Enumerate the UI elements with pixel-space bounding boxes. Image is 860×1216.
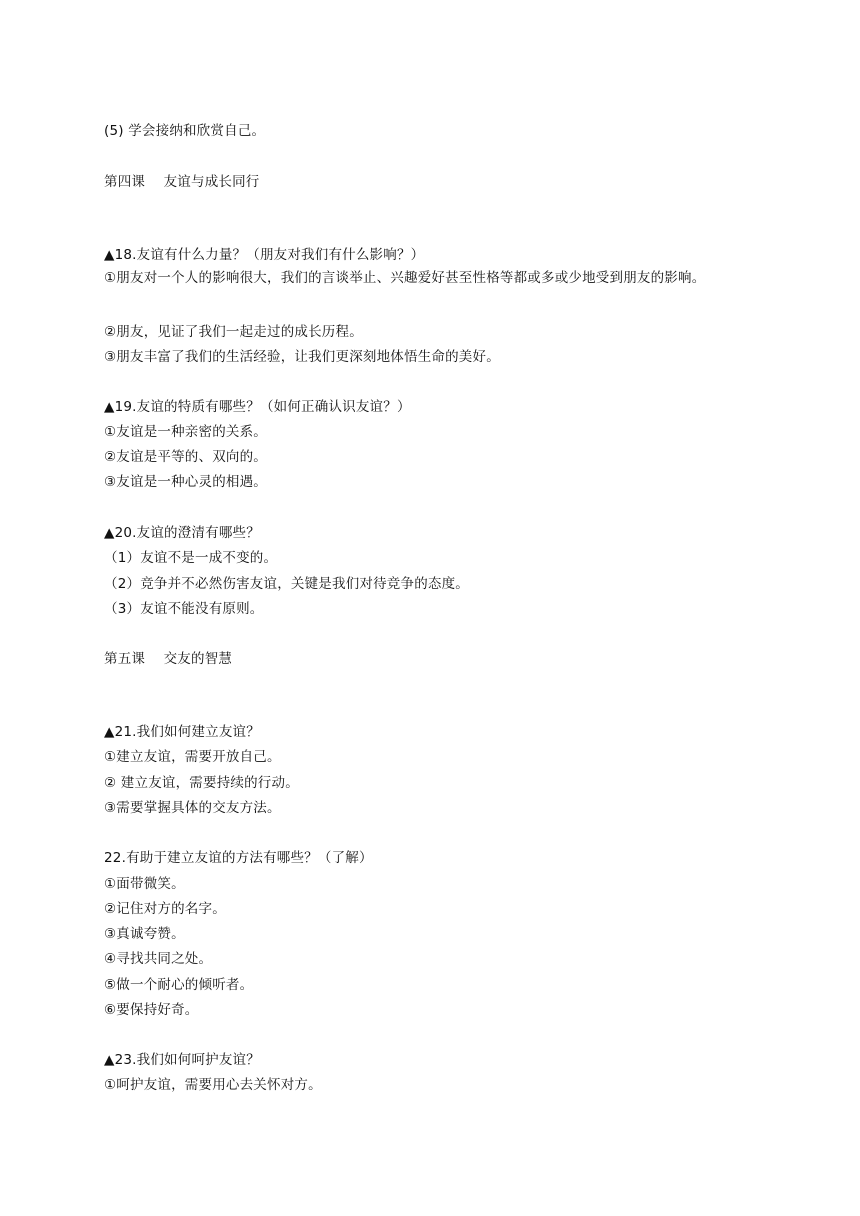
answer-19-1: ①友谊是一种亲密的关系。 xyxy=(104,424,268,440)
answer-19-2: ②友谊是平等的、双向的。 xyxy=(104,449,268,465)
answer-22-4: ④寻找共同之处。 xyxy=(104,951,213,967)
answer-18-3: ③朋友丰富了我们的生活经验，让我们更深刻地体悟生命的美好。 xyxy=(104,349,500,365)
intro-list-item: (5) 学会接纳和欣赏自己。 xyxy=(104,123,266,139)
lesson-5-title: 第五课 交友的智慧 xyxy=(104,651,233,667)
answer-20-1: （1）友谊不是一成不变的。 xyxy=(104,550,278,566)
answer-22-2: ②记住对方的名字。 xyxy=(104,901,226,917)
question-18: ▲18.友谊有什么力量？（朋友对我们有什么影响？） xyxy=(104,247,425,263)
answer-21-1: ①建立友谊，需要开放自己。 xyxy=(104,749,281,765)
question-21: ▲21.我们如何建立友谊？ xyxy=(104,724,260,740)
lesson-4-title: 第四课 友谊与成长同行 xyxy=(104,174,260,190)
question-22: 22.有助于建立友谊的方法有哪些？（了解） xyxy=(104,850,373,866)
answer-20-3: （3）友谊不能没有原则。 xyxy=(104,601,264,617)
answer-18-2: ②朋友，见证了我们一起走过的成长历程。 xyxy=(104,324,363,340)
answer-21-3: ③需要掌握具体的交友方法。 xyxy=(104,800,281,816)
answer-22-3: ③真诚夸赞。 xyxy=(104,926,185,942)
answer-20-2: （2）竞争并不必然伤害友谊，关键是我们对待竞争的态度。 xyxy=(104,576,469,592)
answer-18-1: ①朋友对一个人的影响很大，我们的言谈举止、兴趣爱好甚至性格等都或多或少地受到朋友的影响。 xyxy=(104,270,706,286)
answer-22-1: ①面带微笑。 xyxy=(104,876,185,892)
answer-22-5: ⑤做一个耐心的倾听者。 xyxy=(104,977,254,993)
answer-19-3: ③友谊是一种心灵的相遇。 xyxy=(104,474,268,490)
answer-23-1: ①呵护友谊，需要用心去关怀对方。 xyxy=(104,1077,322,1093)
question-20: ▲20.友谊的澄清有哪些？ xyxy=(104,525,260,541)
answer-22-6: ⑥要保持好奇。 xyxy=(104,1002,199,1018)
question-19: ▲19.友谊的特质有哪些？（如何正确认识友谊？） xyxy=(104,399,411,415)
question-23: ▲23.我们如何呵护友谊？ xyxy=(104,1052,260,1068)
answer-21-2: ② 建立友谊，需要持续的行动。 xyxy=(104,775,299,791)
